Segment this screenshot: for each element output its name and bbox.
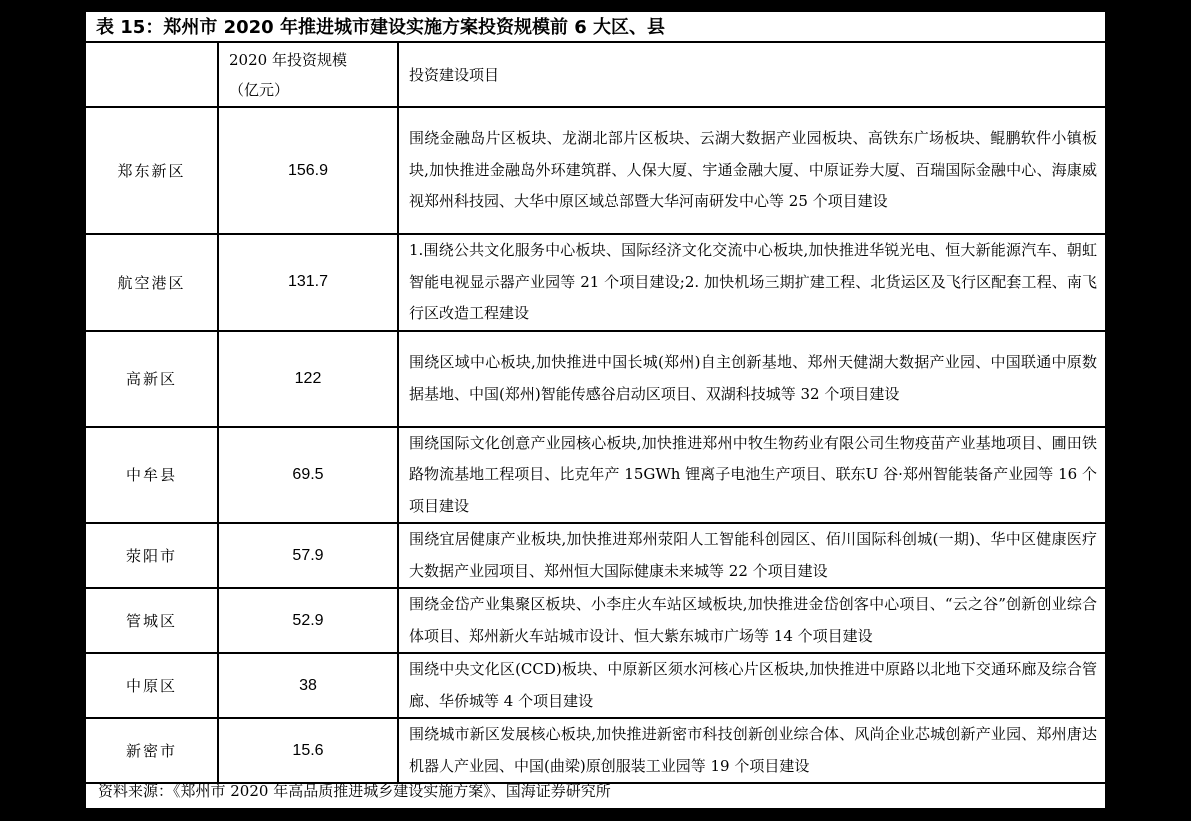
investment-cell: 156.9 [218, 107, 398, 234]
projects-cell: 围绕中央文化区(CCD)板块、中原新区须水河核心片区板块,加快推进中原路以北地下交通环廊及综合管廊、华侨城等 4 个项目建设 [398, 653, 1105, 718]
source-note: 资料来源：《郑州市 2020 年高品质推进城乡建设实施方案》、国海证券研究所 [98, 782, 611, 800]
header-investment-line1: 2020 年投资规模 [229, 50, 347, 69]
header-district [86, 43, 218, 107]
district-cell: 中原区 [86, 653, 218, 718]
table-row [86, 588, 1105, 653]
investment-cell: 131.7 [218, 234, 398, 331]
table-row [86, 107, 1105, 234]
investment-cell: 122 [218, 331, 398, 427]
investment-table [86, 43, 1105, 784]
investment-cell: 52.9 [218, 588, 398, 653]
projects-cell: 1.围绕公共文化服务中心板块、国际经济文化交流中心板块,加快推进华锐光电、恒大新能源汽车、朝虹智能电视显示器产业园等 21 个项目建设;2. 加快机场三期扩建工程、北货运区及飞行区配套工程、南飞行区改造工程建设 [398, 234, 1105, 331]
district-cell: 航空港区 [86, 234, 218, 331]
investment-cell: 69.5 [218, 427, 398, 524]
table-row [86, 331, 1105, 427]
district-cell: 新密市 [86, 718, 218, 783]
district-cell: 中牟县 [86, 427, 218, 524]
table-row [86, 653, 1105, 718]
projects-cell: 围绕宜居健康产业板块,加快推进郑州荥阳人工智能科创园区、佰川国际科创城(一期)、华中区健康医疗大数据产业园项目、郑州恒大国际健康未来城等 22 个项目建设 [398, 523, 1105, 588]
header-investment-line2: （亿元） [229, 80, 290, 99]
header-projects: 投资建设项目 [398, 43, 1105, 107]
document-page [86, 12, 1105, 808]
district-cell: 管城区 [86, 588, 218, 653]
district-cell: 高新区 [86, 331, 218, 427]
projects-cell: 围绕区域中心板块,加快推进中国长城(郑州)自主创新基地、郑州天健湖大数据产业园、中国联通中原数据基地、中国(郑州)智能传感谷启动区项目、双湖科技城等 32 个项目建设 [398, 331, 1105, 427]
header-row [86, 43, 1105, 107]
district-cell: 荥阳市 [86, 523, 218, 588]
header-investment [218, 43, 398, 107]
district-cell: 郑东新区 [86, 107, 218, 234]
investment-cell: 38 [218, 653, 398, 718]
table-row [86, 718, 1105, 783]
projects-cell: 围绕金岱产业集聚区板块、小李庄火车站区域板块,加快推进金岱创客中心项目、“云之谷”创新创业综合体项目、郑州新火车站城市设计、恒大紫东城市广场等 14 个项目建设 [398, 588, 1105, 653]
projects-cell: 围绕金融岛片区板块、龙湖北部片区板块、云湖大数据产业园板块、高铁东广场板块、鲲鹏软件小镇板块,加快推进金融岛外环建筑群、人保大厦、宇通金融大厦、中原证券大厦、百瑞国际金融中心、海康威视郑州科技园、大华中原区域总部暨大华河南研发中心等 25 个项目建设 [398, 107, 1105, 234]
table-row [86, 427, 1105, 524]
investment-cell: 57.9 [218, 523, 398, 588]
investment-cell: 15.6 [218, 718, 398, 783]
table-row [86, 523, 1105, 588]
projects-cell: 围绕国际文化创意产业园核心板块,加快推进郑州中牧生物药业有限公司生物疫苗产业基地项目、圃田铁路物流基地工程项目、比克年产 15GWh 锂离子电池生产项目、联东U 谷·郑州智能装备产业园等 16 个项目建设 [398, 427, 1105, 524]
table-row [86, 234, 1105, 331]
projects-cell: 围绕城市新区发展核心板块,加快推进新密市科技创新创业综合体、风尚企业芯城创新产业园、郑州唐达机器人产业园、中国(曲梁)原创服装工业园等 19 个项目建设 [398, 718, 1105, 783]
table-title: 表 15：郑州市 2020 年推进城市建设实施方案投资规模前 6 大区、县 [86, 12, 1105, 43]
